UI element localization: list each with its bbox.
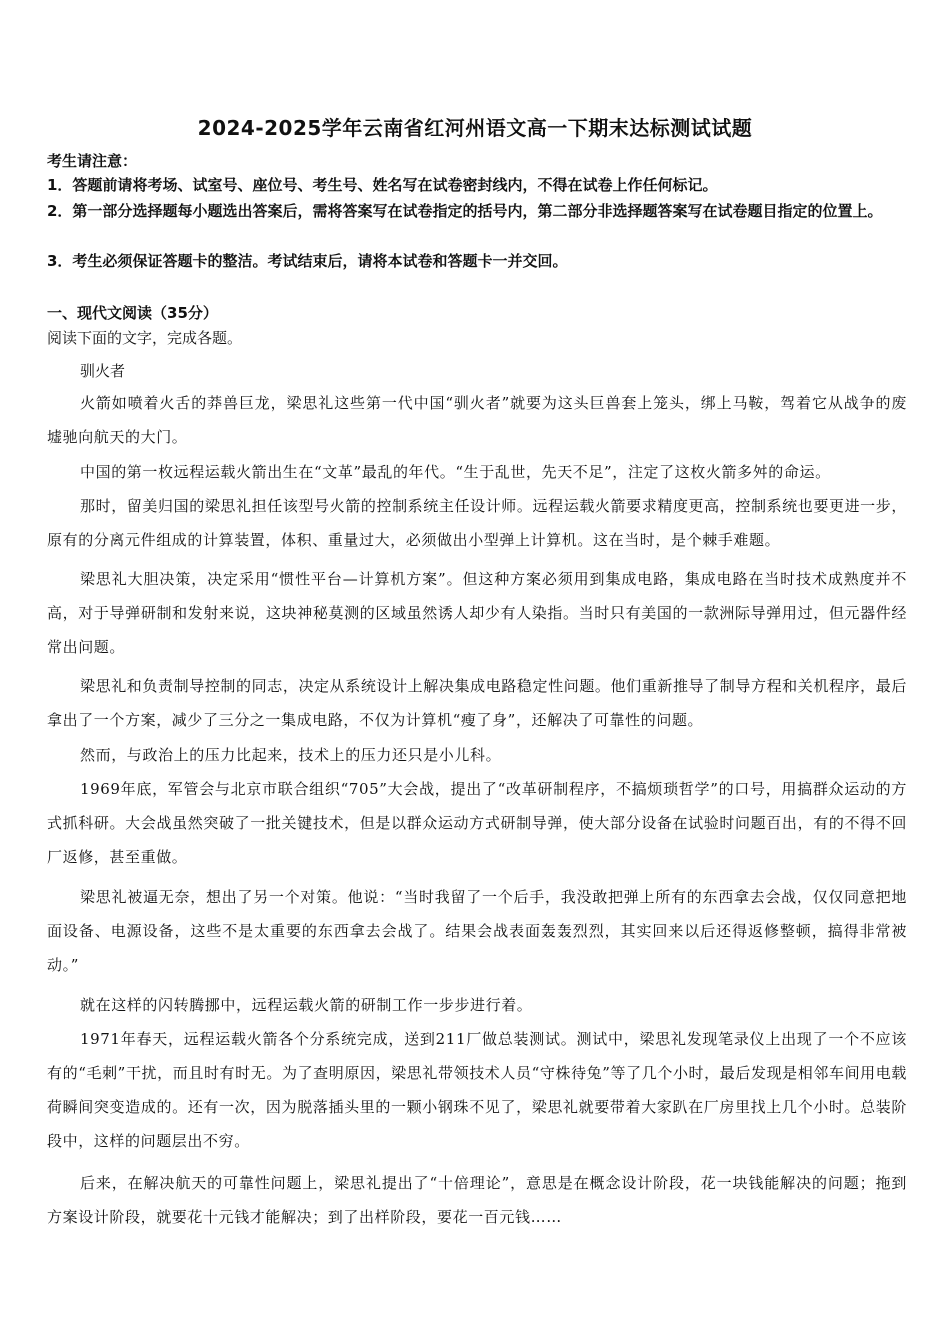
notice-item: 3．考生必须保证答题卡的整洁。考试结束后，请将本试卷和答题卡一并交回。 xyxy=(47,252,568,270)
article-paragraph: 那时，留美归国的梁思礼担任该型号火箭的控制系统主任设计师。远程运载火箭要求精度更高，控制系统也要更进一步，原有的分离元件组成的计算装置，体积、重量过大，必须做出小型弹上计算机。这在当时，是个棘手难题。 xyxy=(47,497,907,549)
article-paragraph: 梁思礼被逼无奈，想出了另一个对策。他说：“当时我留了一个后手，我没敢把弹上所有的东西拿去会战，仅仅同意把地面设备、电源设备，这些不是太重要的东西拿去会战了。结果会战表面轰轰烈烈，其实回来以后还得返修整顿，搞得非常被动。” xyxy=(47,888,907,974)
notice-item: 1．答题前请将考场、试室号、座位号、考生号、姓名写在试卷密封线内，不得在试卷上作任何标记。 xyxy=(47,176,718,194)
article-title: 驯火者 xyxy=(80,362,126,380)
article-paragraph: 1969年底，军管会与北京市联合组织“705”大会战，提出了“改革研制程序，不搞烦琐哲学”的口号，用搞群众运动的方式抓科研。大会战虽然突破了一批关键技术，但是以群众运动方式研制导弹，使大部分设备在试验时问题百出，有的不得不回厂返修，甚至重做。 xyxy=(47,780,907,866)
article-paragraph: 后来，在解决航天的可靠性问题上，梁思礼提出了“十倍理论”，意思是在概念设计阶段，花一块钱能解决的问题；拖到方案设计阶段，就要花十元钱才能解决；到了出样阶段，要花一百元钱…… xyxy=(47,1174,907,1226)
article-paragraph: 梁思礼和负责制导控制的同志，决定从系统设计上解决集成电路稳定性问题。他们重新推导了制导方程和关机程序，最后拿出了一个方案，减少了三分之一集成电路，不仅为计算机“瘦了身”，还解决了可靠性的问题。 xyxy=(47,677,907,729)
notice-item: 2．第一部分选择题每小题选出答案后，需将答案写在试卷指定的括号内，第二部分非选择题答案写在试卷题目指定的位置上。 xyxy=(47,202,883,220)
section-instruction: 阅读下面的文字，完成各题。 xyxy=(47,329,243,347)
article-paragraph: 火箭如喷着火舌的莽兽巨龙，梁思礼这些第一代中国“驯火者”就要为这头巨兽套上笼头，绑上马鞍，驾着它从战争的废墟驰向航天的大门。 xyxy=(47,394,907,446)
article-paragraph: 梁思礼大胆决策，决定采用“惯性平台—计算机方案”。但这种方案必须用到集成电路，集成电路在当时技术成熟度并不高，对于导弹研制和发射来说，这块神秘莫测的区域虽然诱人却少有人染指。当时只有美国的一款洲际导弹用过，但元器件经常出问题。 xyxy=(47,570,907,656)
article-paragraph: 1971年春天，远程运载火箭各个分系统完成，送到211厂做总装测试。测试中，梁思礼发现笔录仪上出现了一个不应该有的“毛刺”干扰，而且时有时无。为了查明原因，梁思礼带领技术人员“守株待兔”等了几个小时，最后发现是相邻车间用电载荷瞬间突变造成的。还有一次，因为脱落插头里的一颗小钢珠不见了，梁思礼就要带着大家趴在厂房里找上几个小时。总装阶段中，这样的问题层出不穷。 xyxy=(47,1030,907,1150)
article-paragraph: 就在这样的闪转腾挪中，远程运载火箭的研制工作一步步进行着。 xyxy=(80,996,533,1014)
exam-title: 2024-2025学年云南省红河州语文高一下期末达标测试试题 xyxy=(197,116,753,140)
notice-heading: 考生请注意： xyxy=(47,152,138,170)
article-paragraph: 中国的第一枚远程运载火箭出生在“文革”最乱的年代。“生于乱世，先天不足”，注定了这枚火箭多舛的命运。 xyxy=(80,463,831,481)
section-heading: 一、现代文阅读（35分） xyxy=(47,304,218,322)
article-paragraph: 然而，与政治上的压力比起来，技术上的压力还只是小儿科。 xyxy=(80,746,502,764)
